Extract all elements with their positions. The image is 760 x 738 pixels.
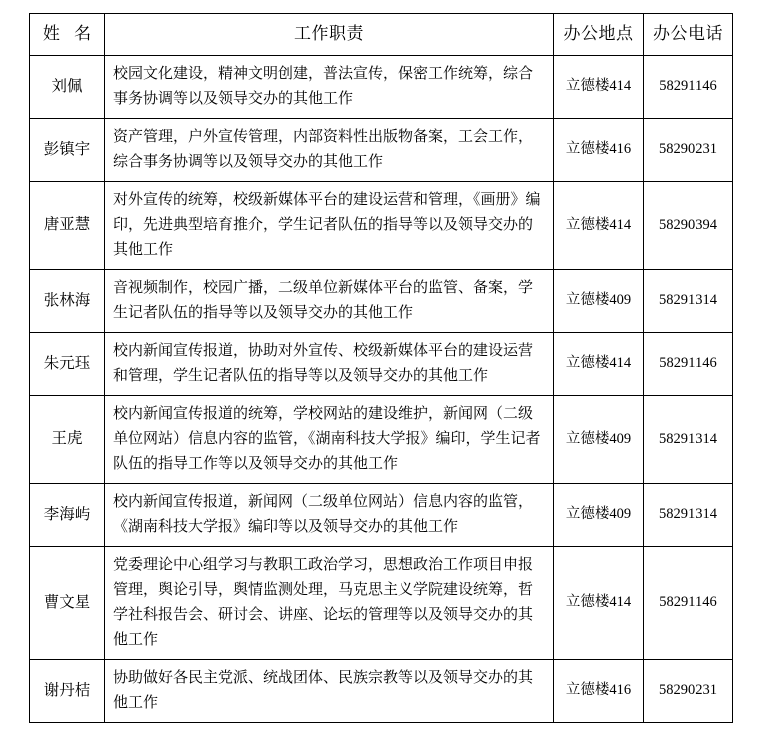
cell-duty: 校内新闻宣传报道，协助对外宣传、校级新媒体平台的建设运营和管理，学生记者队伍的指导等以及领导交办的其他工作: [105, 333, 554, 396]
cell-office-phone: 58291314: [644, 484, 733, 547]
table-header: [30, 14, 733, 56]
cell-name: 朱元珏: [30, 333, 105, 396]
table-body: [30, 56, 733, 723]
table-row: [30, 660, 733, 723]
column-header-name: 姓 名: [30, 14, 105, 56]
cell-duty: 对外宣传的统筹，校级新媒体平台的建设运营和管理，《画册》编印，先进典型培育推介，学生记者队伍的指导等以及领导交办的其他工作: [105, 182, 554, 270]
cell-duty: 音视频制作，校园广播，二级单位新媒体平台的监管、备案，学生记者队伍的指导等以及领导交办的其他工作: [105, 270, 554, 333]
cell-office-phone: 58290231: [644, 660, 733, 723]
cell-office-phone: 58291146: [644, 547, 733, 660]
cell-office-location: 立德楼414: [554, 333, 644, 396]
column-header-place: 办公地点: [554, 14, 644, 56]
cell-office-location: 立德楼414: [554, 56, 644, 119]
cell-office-location: 立德楼416: [554, 119, 644, 182]
cell-duty: 资产管理，户外宣传管理，内部资料性出版物备案，工会工作，综合事务协调等以及领导交办的其他工作: [105, 119, 554, 182]
table-row: [30, 396, 733, 484]
table-row: [30, 484, 733, 547]
cell-office-phone: 58291146: [644, 56, 733, 119]
cell-office-location: 立德楼409: [554, 396, 644, 484]
table-row: [30, 333, 733, 396]
cell-office-location: 立德楼416: [554, 660, 644, 723]
duty-roster-table: [29, 13, 733, 723]
table-row: [30, 270, 733, 333]
cell-name: 谢丹桔: [30, 660, 105, 723]
cell-duty: 党委理论中心组学习与教职工政治学习，思想政治工作项目申报管理，舆论引导，舆情监测处理，马克思主义学院建设统筹，哲学社科报告会、研讨会、讲座、论坛的管理等以及领导交办的其他工作: [105, 547, 554, 660]
cell-name: 曹文星: [30, 547, 105, 660]
cell-name: 彭镇宇: [30, 119, 105, 182]
table-row: [30, 547, 733, 660]
table-row: [30, 56, 733, 119]
cell-office-phone: 58291314: [644, 270, 733, 333]
table-row: [30, 182, 733, 270]
cell-duty: 校园文化建设，精神文明创建，普法宣传，保密工作统筹，综合事务协调等以及领导交办的其他工作: [105, 56, 554, 119]
cell-name: 李海屿: [30, 484, 105, 547]
column-header-phone: 办公电话: [644, 14, 733, 56]
cell-office-phone: 58290231: [644, 119, 733, 182]
cell-office-location: 立德楼414: [554, 547, 644, 660]
cell-office-location: 立德楼414: [554, 182, 644, 270]
cell-office-phone: 58291146: [644, 333, 733, 396]
cell-name: 刘佩: [30, 56, 105, 119]
cell-name: 张林海: [30, 270, 105, 333]
table-header-row: [30, 14, 733, 56]
cell-duty: 校内新闻宣传报道，新闻网（二级单位网站）信息内容的监管，《湖南科技大学报》编印等以及领导交办的其他工作: [105, 484, 554, 547]
cell-office-location: 立德楼409: [554, 484, 644, 547]
cell-name: 王虎: [30, 396, 105, 484]
cell-name: 唐亚慧: [30, 182, 105, 270]
cell-duty: 校内新闻宣传报道的统筹，学校网站的建设维护，新闻网（二级单位网站）信息内容的监管，《湖南科技大学报》编印，学生记者队伍的指导工作等以及领导交办的其他工作: [105, 396, 554, 484]
cell-office-location: 立德楼409: [554, 270, 644, 333]
column-header-duty: 工作职责: [105, 14, 554, 56]
cell-duty: 协助做好各民主党派、统战团体、民族宗教等以及领导交办的其他工作: [105, 660, 554, 723]
table-row: [30, 119, 733, 182]
cell-office-phone: 58291314: [644, 396, 733, 484]
cell-office-phone: 58290394: [644, 182, 733, 270]
